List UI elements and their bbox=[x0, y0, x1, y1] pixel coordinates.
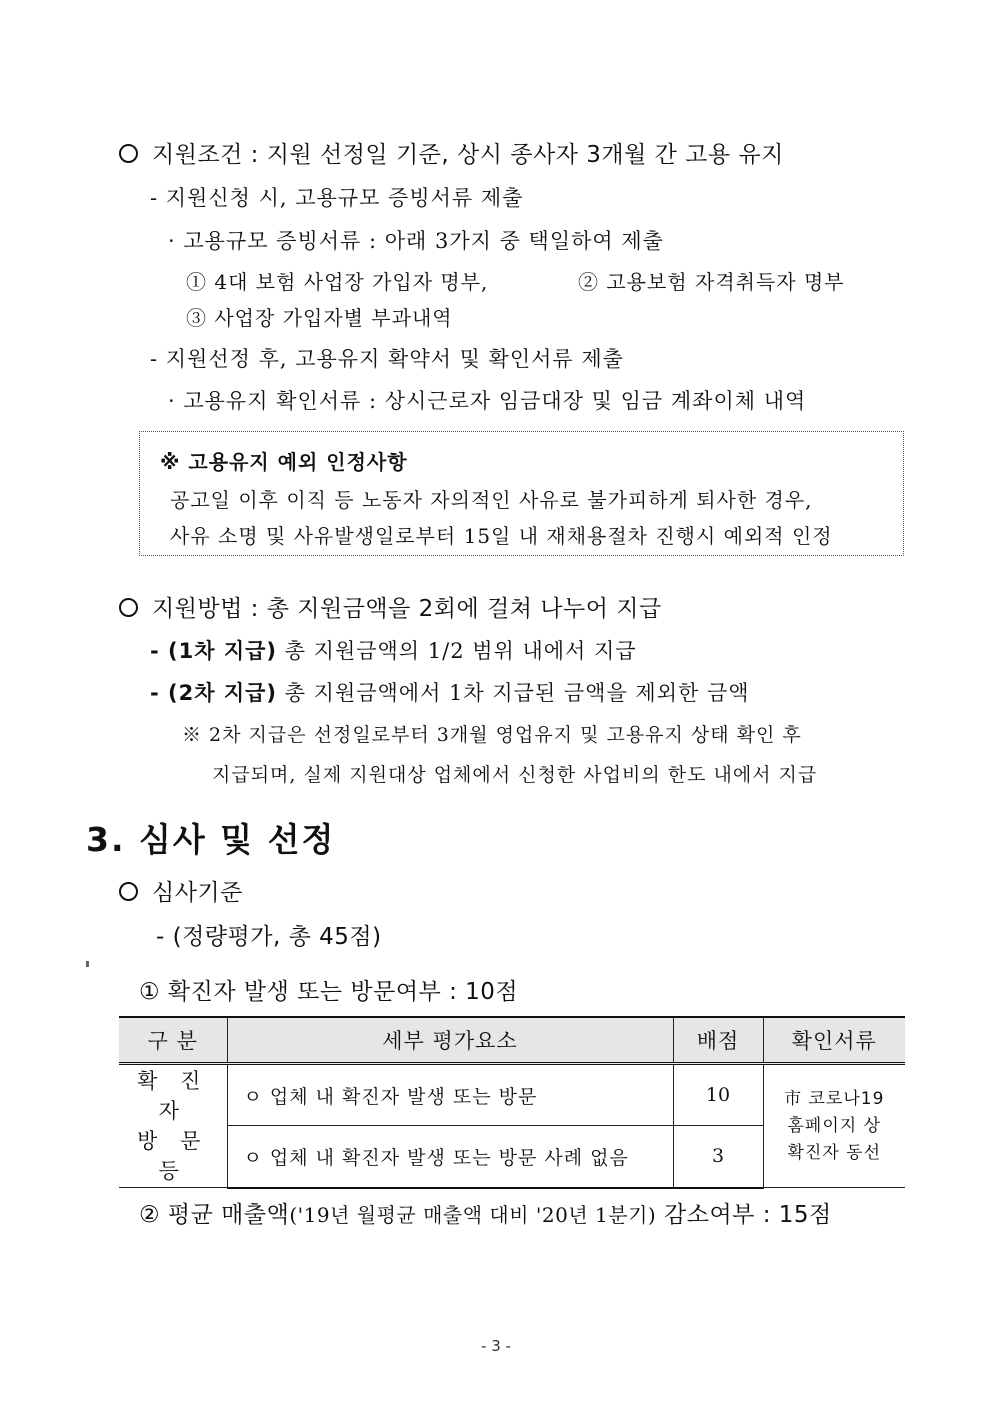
table-row bbox=[119, 1064, 905, 1126]
stray-mark bbox=[86, 961, 89, 967]
second-payment: - (2차 지급) 총 지원금액에서 1차 지급된 금액을 제외한 금액 bbox=[150, 681, 750, 705]
exception-note-line-1: 공고일 이후 이직 등 노동자 자의적인 사유로 불가피하게 퇴사한 경우, bbox=[170, 488, 813, 512]
circle-bullet-icon bbox=[119, 144, 138, 163]
proof-doc-2: ② 고용보험 자격취득자 명부 bbox=[578, 270, 845, 294]
second-payment-note-1: ※ 2차 지급은 선정일로부터 3개월 영업유지 및 고용유지 상태 확인 후 bbox=[182, 724, 802, 746]
score-cell: 3 bbox=[673, 1126, 763, 1188]
score-cell: 10 bbox=[673, 1064, 763, 1126]
support-condition-item-2: - 지원선정 후, 고용유지 확약서 및 확인서류 제출 bbox=[150, 347, 624, 371]
criteria-heading: 심사기준 bbox=[119, 874, 243, 907]
element-cell: ㅇ 업체 내 확진자 발생 또는 방문 bbox=[227, 1064, 673, 1126]
evaluation-table bbox=[119, 1016, 905, 1189]
category-cell: 확 진 자 방 문 등 bbox=[119, 1064, 227, 1188]
first-payment: - (1차 지급) 총 지원금액의 1/2 범위 내에서 지급 bbox=[150, 639, 637, 663]
employment-proof-docs: · 고용규모 증빙서류 : 아래 3가지 중 택일하여 제출 bbox=[168, 229, 664, 253]
second-payment-note-2: 지급되며, 실제 지원대상 업체에서 신청한 사업비의 한도 내에서 지급 bbox=[212, 764, 818, 786]
support-method-heading: 지원방법 : 총 지원금액을 2회에 걸쳐 나누어 지급 bbox=[119, 590, 662, 623]
employment-maintenance-docs: · 고용유지 확인서류 : 상시근로자 임금대장 및 임금 계좌이체 내역 bbox=[168, 389, 807, 413]
criterion-2: ② 평균 매출액('19년 월평균 매출액 대비 '20년 1분기) 감소여부 : 15점 bbox=[139, 1202, 832, 1228]
proof-doc-3: ③ 사업장 가입자별 부과내역 bbox=[186, 306, 453, 330]
element-cell: ㅇ 업체 내 확진자 발생 또는 방문 사례 없음 bbox=[227, 1126, 673, 1188]
circle-bullet-icon bbox=[119, 882, 138, 901]
confirm-cell: 市 코로나19 홈페이지 상 확진자 동선 bbox=[763, 1064, 905, 1188]
support-condition-item-1: - 지원신청 시, 고용규모 증빙서류 제출 bbox=[150, 186, 524, 210]
support-condition-heading: 지원조건 : 지원 선정일 기준, 상시 종사자 3개월 간 고용 유지 bbox=[119, 136, 784, 169]
circle-bullet-icon bbox=[119, 598, 138, 617]
proof-doc-1: ① 4대 보험 사업장 가입자 명부, bbox=[186, 270, 489, 294]
exception-note-line-2: 사유 소명 및 사유발생일로부터 15일 내 재채용절차 진행시 예외적 인정 bbox=[170, 524, 833, 548]
page-number: - 3 - bbox=[481, 1337, 511, 1355]
quantitative-evaluation: - (정량평가, 총 45점) bbox=[156, 924, 382, 950]
criterion-1: ① 확진자 발생 또는 방문여부 : 10점 bbox=[139, 979, 519, 1005]
header-score: 배점 bbox=[673, 1017, 763, 1064]
exception-note-title: ※ 고용유지 예외 인정사항 bbox=[160, 450, 408, 474]
header-confirm: 확인서류 bbox=[763, 1017, 905, 1064]
section-3-heading: 3. 심사 및 선정 bbox=[86, 820, 336, 859]
header-category: 구 분 bbox=[119, 1017, 227, 1064]
header-element: 세부 평가요소 bbox=[227, 1017, 673, 1064]
table-header-row bbox=[119, 1017, 905, 1064]
